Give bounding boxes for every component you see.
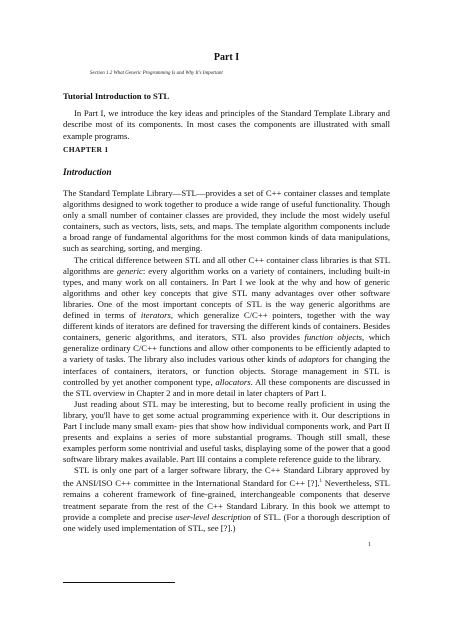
emphasized-term: iterators bbox=[140, 310, 171, 321]
body-paragraph bbox=[63, 188, 390, 255]
text-run: for changing the interfaces of containers, iterators, or function objects. Storage management in STL is controlled by yet another component type, bbox=[63, 354, 390, 387]
body-paragraph bbox=[63, 399, 390, 466]
text-run: : every algorithm works on a variety of containers, including built-in types, and many work on all containers. In Part I we look at the why and how of generic algorithms and other key concepts that give STL many advantages over other software libraries. One of the most important concepts of STL is the way generic algorithms are defined in terms of bbox=[63, 265, 390, 321]
text-run: The Standard Template Library—STL—provides a set of C++ container classes and template algorithms designed to work together to produce a wide range of useful functionality. Though only a small number of container classes are provided, they include the most widely useful containers, such as vectors, lists, sets, and maps. The template algorithm components include a broad range of fundamental algorithms for the most common kinds of data manipulations, such as searching, sorting, and merging. bbox=[63, 188, 390, 254]
text-run: Nevertheless, STL remains a coherent framework of fine-grained, interchangeable components that deserve treatment separate from the rest of the C++ Standard Library. In this book we attempt to provide a complete and precise bbox=[63, 478, 390, 522]
text-run: of STL. (For a thorough description of one widely used implementation of STL, see [?].) bbox=[63, 511, 390, 533]
body-paragraph bbox=[63, 255, 390, 399]
text-run: STL is only one part of a larger software library, the C++ Standard Library approved by the ANSI/ISO C++ committee in the International Standard for C++ [?]. bbox=[63, 465, 390, 489]
footnote-rule bbox=[63, 582, 175, 583]
emphasized-term: user-level description bbox=[175, 511, 252, 522]
emphasized-term: generic bbox=[116, 265, 143, 276]
section-heading: Introduction bbox=[63, 168, 112, 178]
chapter-label: CHAPTER 1 bbox=[63, 145, 109, 154]
part-title: Part I bbox=[213, 52, 240, 63]
tutorial-title: Tutorial Introduction to STL bbox=[63, 91, 170, 101]
intro-paragraph: In Part I, we introduce the key ideas and principles of the Standard Template Library and describe most of its components. In most cases the components are illustrated with small example programs. bbox=[63, 108, 390, 141]
emphasized-term: allocators bbox=[215, 376, 251, 387]
running-head: Section 1.2 What Generic Programming Is and Why It's Important bbox=[90, 71, 223, 76]
text-run: The critical difference between STL and all other C++ container class libraries is that STL algorithms are bbox=[63, 254, 390, 276]
body-text bbox=[63, 188, 390, 534]
page-number: 1 bbox=[368, 542, 371, 548]
text-run: , which generalize C/C++ pointers, together with the way different kinds of iterators are defined for traversing the different kinds of containers. Besides containers, generic algorithms, and iterators, STL also provides bbox=[63, 310, 390, 343]
emphasized-term: adaptors bbox=[298, 354, 330, 365]
body-paragraph bbox=[63, 465, 390, 533]
emphasized-term: function objects bbox=[304, 332, 363, 343]
text-run: , which generalize ordinary C/C++ functions and allow other components to be efficiently adapted to a variety of tasks. The library also includes various other kinds of bbox=[63, 332, 391, 365]
text-run: . All these components are discussed in the STL overview in Chapter 2 and in more detail in later chapters of Part I. bbox=[63, 376, 390, 398]
text-run: Just reading about STL may be interesting, but to become really proficient in using the library, you'll have to get some actual programming experience with it. Our descriptions in Part I include many small exam- pies that show how individual components work, and Part II presents and explains a series of more substantial programs. Though still small, these examples perform some nontrivial and useful tasks, displaying some of the power that a good software library makes available. Part III contains a complete reference guide to the library. bbox=[63, 398, 390, 465]
footnote-marker: 1 bbox=[319, 479, 323, 485]
